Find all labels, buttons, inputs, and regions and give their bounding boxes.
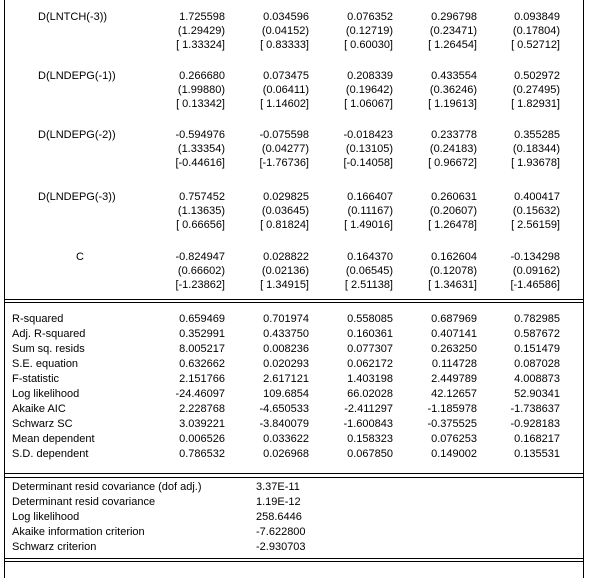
t-statistic-value: [-1.23862] [175, 279, 225, 291]
stat-value: 0.020293 [263, 358, 309, 370]
system-stat-label: Determinant resid covariance (dof adj.) [12, 481, 202, 493]
stat-label: F-statistic [12, 373, 60, 385]
coefficient-value: 0.296798 [431, 11, 477, 23]
horizontal-rule [4, 473, 584, 474]
stat-value: 0.006526 [179, 433, 225, 445]
t-statistic-value: [ 1.82931] [511, 98, 560, 110]
standard-error-value: (0.66602) [177, 265, 225, 277]
stat-value: -4.650533 [259, 403, 309, 415]
stat-value: -1.738637 [510, 403, 560, 415]
stat-value: 0.433750 [263, 328, 309, 340]
t-statistic-value: [ 1.33324] [176, 39, 225, 51]
stat-value: 0.008236 [263, 343, 309, 355]
standard-error-value: (0.03645) [261, 205, 309, 217]
coefficient-row-label: D(LNDEPG(-3)) [38, 191, 116, 203]
t-statistic-value: [ 1.26454] [428, 39, 477, 51]
system-stat-label: Schwarz criterion [12, 541, 97, 553]
stat-value: -3.840079 [259, 418, 309, 430]
coefficient-value: -0.075598 [259, 129, 309, 141]
coefficient-value: -0.134298 [510, 251, 560, 263]
coefficient-value: 0.166407 [347, 191, 393, 203]
standard-error-value: (0.27495) [512, 84, 560, 96]
standard-error-value: (0.24183) [429, 143, 477, 155]
t-statistic-value: [ 0.60030] [344, 39, 393, 51]
stat-value: 2.228768 [179, 403, 225, 415]
t-statistic-value: [ 1.06067] [344, 98, 393, 110]
t-statistic-value: [ 2.51138] [344, 279, 393, 291]
stat-value: -24.46097 [175, 388, 225, 400]
vertical-border [4, 0, 5, 578]
stat-value: 0.151479 [514, 343, 560, 355]
stat-value: 0.168217 [514, 433, 560, 445]
standard-error-value: (0.20607) [429, 205, 477, 217]
system-stat-label: Log likelihood [12, 511, 80, 523]
stat-value: 0.352991 [179, 328, 225, 340]
stat-label: Sum sq. resids [12, 343, 85, 355]
standard-error-value: (0.17804) [512, 25, 560, 37]
stat-value: 2.617121 [263, 373, 309, 385]
coefficient-value: 0.433554 [431, 70, 477, 82]
stat-label: Akaike AIC [12, 403, 66, 415]
stat-label: Schwarz SC [12, 418, 73, 430]
stat-value: -1.600843 [343, 418, 393, 430]
coefficient-value: 0.073475 [263, 70, 309, 82]
stat-value: 0.077307 [347, 343, 393, 355]
t-statistic-value: [ 0.52712] [511, 39, 560, 51]
coefficient-value: 0.400417 [514, 191, 560, 203]
stat-value: 42.12657 [431, 388, 477, 400]
stat-label: Mean dependent [12, 433, 95, 445]
t-statistic-value: [ 1.26478] [428, 219, 477, 231]
t-statistic-value: [ 1.93678] [511, 157, 560, 169]
stat-label: S.D. dependent [12, 448, 89, 460]
coefficient-row-label: D(LNDEPG(-2)) [38, 129, 116, 141]
coefficient-value: 0.260631 [431, 191, 477, 203]
stat-value: 66.02028 [347, 388, 393, 400]
stat-value: 0.786532 [179, 448, 225, 460]
system-stat-value: 3.37E-11 [256, 481, 300, 493]
t-statistic-value: [ 1.49016] [344, 219, 393, 231]
system-stat-label: Akaike information criterion [12, 526, 145, 538]
horizontal-rule [4, 302, 584, 303]
stat-value: 0.114728 [431, 358, 477, 370]
stat-value: 0.407141 [431, 328, 477, 340]
stat-value: 0.076253 [431, 433, 477, 445]
t-statistic-value: [-1.46586] [510, 279, 560, 291]
t-statistic-value: [ 0.81824] [260, 219, 309, 231]
standard-error-value: (1.33354) [177, 143, 225, 155]
horizontal-rule [4, 561, 584, 562]
stat-value: 0.067850 [347, 448, 393, 460]
coefficient-value: -0.018423 [343, 129, 393, 141]
stat-value: -2.411297 [344, 403, 393, 415]
standard-error-value: (0.12719) [345, 25, 393, 37]
t-statistic-value: [ 0.96672] [428, 157, 477, 169]
t-statistic-value: [ 1.19613] [428, 98, 477, 110]
t-statistic-value: [-0.44616] [175, 157, 225, 169]
vertical-border [583, 0, 584, 578]
stat-value: 1.403198 [347, 373, 393, 385]
standard-error-value: (0.18344) [512, 143, 560, 155]
coefficient-value: 0.502972 [514, 70, 560, 82]
stat-value: 0.659469 [179, 313, 225, 325]
stat-value: 0.701974 [263, 313, 309, 325]
t-statistic-value: [ 1.34915] [260, 279, 309, 291]
system-stat-value: 258.6446 [256, 511, 302, 523]
coefficient-value: 0.162604 [431, 251, 477, 263]
stat-value: 0.587672 [514, 328, 560, 340]
coefficient-value: 0.164370 [347, 251, 393, 263]
stat-value: 0.632662 [179, 358, 225, 370]
standard-error-value: (0.11167) [347, 205, 393, 217]
coefficient-value: 0.076352 [347, 11, 393, 23]
system-stat-value: -2.930703 [256, 541, 306, 553]
horizontal-rule [4, 477, 584, 478]
t-statistic-value: [ 0.13342] [176, 98, 225, 110]
coefficient-value: 0.266680 [179, 70, 225, 82]
t-statistic-value: [ 1.14602] [260, 98, 309, 110]
coefficient-row-label: D(LNDEPG(-1)) [38, 70, 116, 82]
standard-error-value: (0.23471) [429, 25, 477, 37]
t-statistic-value: [ 2.56159] [511, 219, 560, 231]
stat-label: Adj. R-squared [12, 328, 86, 340]
standard-error-value: (0.04277) [261, 143, 309, 155]
stat-label: R-squared [12, 313, 64, 325]
standard-error-value: (0.36246) [429, 84, 477, 96]
stat-value: 0.062172 [347, 358, 393, 370]
horizontal-rule [4, 558, 584, 559]
system-stat-value: -7.622800 [256, 526, 306, 538]
stat-value: 109.6854 [263, 388, 309, 400]
standard-error-value: (0.06411) [262, 84, 309, 96]
coefficient-value: 0.093849 [514, 11, 560, 23]
standard-error-value: (0.09162) [512, 265, 560, 277]
stat-value: -0.928183 [510, 418, 560, 430]
standard-error-value: (1.29429) [177, 25, 225, 37]
standard-error-value: (0.13105) [345, 143, 393, 155]
stat-value: 0.135531 [514, 448, 560, 460]
standard-error-value: (0.02136) [261, 265, 309, 277]
stat-value: 2.151766 [179, 373, 225, 385]
standard-error-value: (0.19642) [345, 84, 393, 96]
coefficient-value: 0.034596 [263, 11, 309, 23]
coefficient-value: 0.233778 [431, 129, 477, 141]
standard-error-value: (1.13635) [177, 205, 225, 217]
coefficient-value: 0.757452 [179, 191, 225, 203]
coefficient-value: 1.725598 [179, 11, 225, 23]
coefficient-value: 0.028822 [263, 251, 309, 263]
coefficient-row-label: C [76, 251, 84, 263]
stat-label: S.E. equation [12, 358, 79, 370]
stat-value: 0.026968 [263, 448, 309, 460]
system-stat-value: 1.19E-12 [256, 496, 301, 508]
coefficient-value: -0.824947 [175, 251, 225, 263]
coefficient-value: 0.029825 [263, 191, 309, 203]
stat-value: 0.263250 [431, 343, 477, 355]
coefficient-row-label: D(LNTCH(-3)) [38, 11, 108, 23]
stat-value: -1.185978 [427, 403, 477, 415]
standard-error-value: (0.12078) [429, 265, 477, 277]
standard-error-value: (1.99880) [177, 84, 225, 96]
t-statistic-value: [ 0.66656] [176, 219, 225, 231]
stat-value: 0.558085 [347, 313, 393, 325]
stat-value: 4.008873 [514, 373, 560, 385]
stat-value: 52.90341 [514, 388, 560, 400]
stat-value: 0.160361 [347, 328, 393, 340]
stat-value: 0.687969 [431, 313, 477, 325]
stat-value: 0.149002 [431, 448, 477, 460]
t-statistic-value: [-0.14058] [343, 157, 393, 169]
system-stat-label: Determinant resid covariance [12, 496, 156, 508]
t-statistic-value: [ 1.34631] [428, 279, 477, 291]
stat-value: 3.039221 [179, 418, 225, 430]
standard-error-value: (0.15632) [512, 205, 560, 217]
coefficient-value: 0.355285 [514, 129, 560, 141]
stat-value: 0.087028 [514, 358, 560, 370]
horizontal-rule [4, 299, 584, 300]
stat-value: 2.449789 [431, 373, 477, 385]
stat-value: 0.782985 [514, 313, 560, 325]
t-statistic-value: [ 0.83333] [260, 39, 309, 51]
stat-label: Log likelihood [12, 388, 80, 400]
stat-value: 8.005217 [179, 343, 225, 355]
stat-value: -0.375525 [427, 418, 477, 430]
standard-error-value: (0.06545) [345, 265, 393, 277]
stat-value: 0.033622 [263, 433, 309, 445]
standard-error-value: (0.04152) [261, 25, 309, 37]
coefficient-value: -0.594976 [175, 129, 225, 141]
t-statistic-value: [-1.76736] [259, 157, 309, 169]
stat-value: 0.158323 [347, 433, 393, 445]
coefficient-value: 0.208339 [347, 70, 393, 82]
